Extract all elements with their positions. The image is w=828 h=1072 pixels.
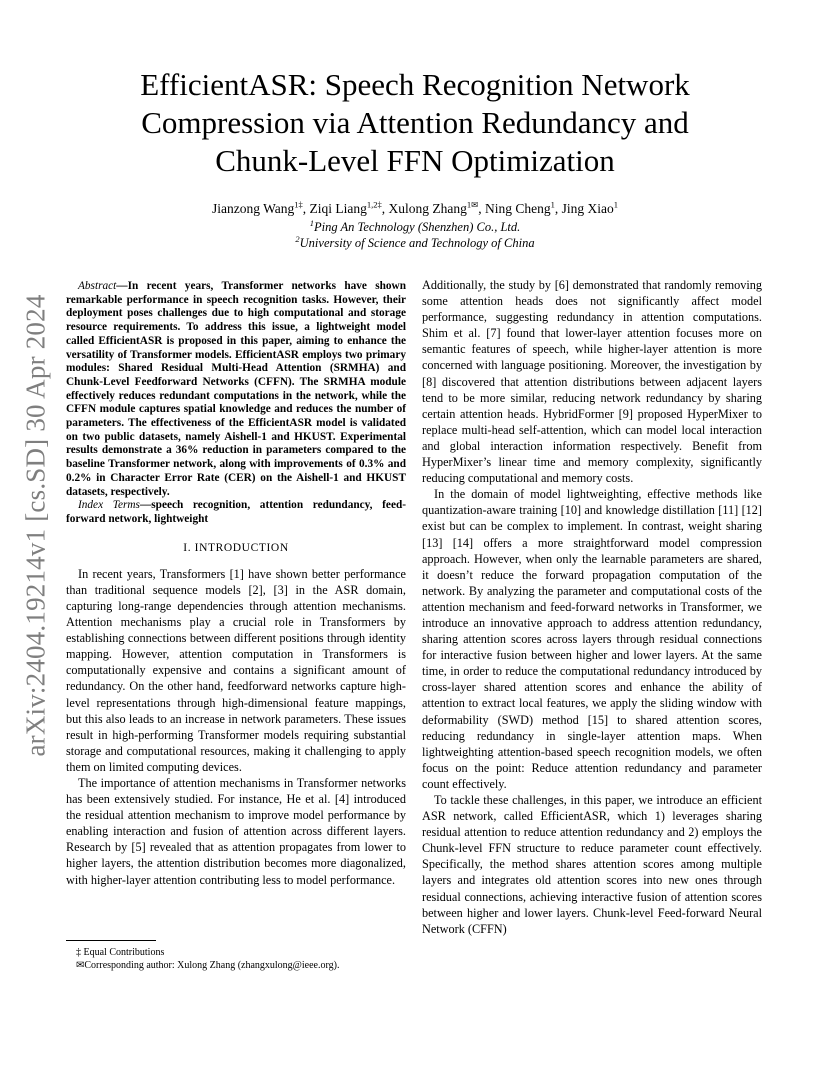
footnote-divider — [66, 940, 156, 941]
body-paragraph: To tackle these challenges, in this paper, we introduce an efficient ASR network, called EfficientASR, which 1) leverages sharing residual attention to reduce attention redundancy and 2) employs the Chunk-level FFN structure to reduce parameter count effectively. Specifically, the method shares attention scores among multiple layers and integrates old attention scores into new ones through residual connections, achieving interactive fusion of attention scores between higher and lower layers. Chunk-level Feed-forward Neural Network (CFFN) — [422, 793, 762, 936]
author-name: , Ning Cheng — [478, 201, 551, 216]
title-line-1: EfficientASR: Speech Recognition Network — [140, 67, 690, 102]
footnote-corresponding-author: ✉Corresponding author: Xulong Zhang (zhangxulong@ieee.org). — [76, 960, 340, 971]
index-terms-lead: Index Terms — [78, 499, 140, 512]
author-marker: 1,2‡ — [366, 199, 382, 210]
abstract-lead: Abstract — [78, 280, 117, 292]
affiliation-1 — [90, 219, 740, 235]
title-line-2: Compression via Attention Redundancy and — [141, 105, 689, 140]
author-marker: 1‡ — [294, 199, 303, 210]
affiliation-marker: 1 — [309, 217, 314, 228]
author-marker: 1 — [613, 199, 619, 210]
body-paragraph: In the domain of model lightweighting, effective methods like quantization-aware training [10] and knowledge distillation [11] [12] exist but can be complex to implement. In contrast, weight sharing [13] [14] offers a more straightforward model compression approach. However, when only the learnable parameters are shared, it doesn’t reduce the forward propagation computation of the network. By analyzing the parameter and computational costs of the attention mechanism and feed-forward networks in Transformer, we introduce an innovative approach to address attention redundancy, sharing attention scores across layers through residual connections for interactive fusion between higher and lower layers. At the same time, in order to reduce the computational redundancy introduced by cross-layer shared attention scores and enhance the ability of attention to extract local features, we apply the sliding window with deformability (SWD) method [15] to shared attention scores, reducing redundancy in single-layer attention maps. When lightweighting attention-based speech recognition models, we often focus on the point: Reduce attention redundancy and parameter count effectively. — [422, 487, 762, 791]
left-column — [66, 280, 406, 888]
author-marker: 1✉ — [466, 199, 479, 210]
affiliation-text: University of Science and Technology of China — [299, 236, 535, 250]
index-terms — [66, 499, 406, 526]
author-name: , Xulong Zhang — [381, 201, 467, 216]
footnote-equal-contribution: ‡ Equal Contributions — [76, 947, 165, 958]
author-name: Jianzong Wang — [211, 201, 295, 216]
affiliation-2 — [90, 235, 740, 251]
arxiv-stamp-text: arXiv:2404.19214v1 [cs.SD] 30 Apr 2024 — [20, 293, 51, 757]
body-paragraph: Additionally, the study by [6] demonstrated that randomly removing some attention heads does not significantly affect model performance, suggesting redundancy in attention computations. Shim et al. [7] found that lower-layer attention focuses more on semantic features of speech, while higher-layer attention is more concerned with language positioning. Moreover, the investigation by [8] discovered that attention distributions between adjacent layers tend to be more similar, reducing network redundancy by sharing certain attention heads. HybridFormer [9] proposed HyperMixer to replace multi-head self-attention, which can model local interaction and global interaction information respectively. Benefit from HyperMixer’s linear time and memory complexity, significantly reducing computational and memory costs. — [422, 278, 762, 486]
title-line-3: Chunk-Level FFN Optimization — [215, 143, 615, 178]
affiliation-text: Ping An Technology (Shenzhen) Co., Ltd. — [314, 220, 521, 234]
section-heading-introduction: I. INTRODUCTION — [183, 541, 289, 554]
footnotes — [76, 946, 406, 972]
abstract — [66, 280, 406, 499]
arxiv-stamp — [14, 290, 58, 760]
affiliation-marker: 2 — [295, 233, 300, 244]
author-list — [90, 200, 740, 218]
paper-title — [90, 66, 740, 180]
author-name: , Ziqi Liang — [302, 201, 367, 216]
body-paragraph: The importance of attention mechanisms in Transformer networks has been extensively studied. For instance, He et al. [4] introduced the residual attention mechanism to improve model performance by enabling interaction and fusion of attention across different layers. Research by [5] revealed that as attention propagates from lower to higher layers, the attention distribution becomes more diagonalized, with higher-layer attention contributing less to model performance. — [66, 775, 406, 887]
abstract-text: —In recent years, Transformer networks have shown remarkable performance in speech recognition tasks. However, their deployment poses challenges due to high computational and storage resource requirements. To address this issue, a lightweight model called EfficientASR is proposed in this paper, aiming to enhance the versatility of Transformer models. EfficientASR employs two primary modules: Shared Residual Multi-Head Attention (SRMHA) and Chunk-Level Feedforward Networks (CFFN). The SRMHA module effectively reduces redundant computations in the network, while the CFFN module captures spatial knowledge and reduces the number of parameters. The effectiveness of the EfficientASR model is validated on two public datasets, namely Aishell-1 and HKUST. Experimental results demonstrate a 36% reduction in parameters compared to the baseline Transformer network, along with improvements of 0.3% and 0.2% in Character Error Rate (CER) on the Aishell-1 and HKUST datasets, respectively. — [66, 280, 406, 498]
index-terms-text: —speech recognition, attention redundancy, feed-forward network, lightweight — [66, 499, 407, 525]
author-name: , Jing Xiao — [554, 201, 614, 216]
body-paragraph: In recent years, Transformers [1] have shown better performance than traditional sequence models [2], [3] in the ASR domain, capturing long-range dependencies through attention mechanisms. Attention mechanisms play a crucial role in Transformers by establishing connections between different positions through identity mapping. However, attention computation in Transformers is computationally expensive and contains a significant amount of redundancy. On the other hand, feedforward networks capture high-level representations through high-dimensional feature mappings, but this also leads to an increase in network parameters. These issues result in high-performing Transformer models requiring substantial storage and computational resources, making it challenging to apply them on limited computing devices. — [66, 566, 406, 774]
author-marker: 1 — [550, 199, 555, 210]
right-column — [422, 277, 762, 937]
